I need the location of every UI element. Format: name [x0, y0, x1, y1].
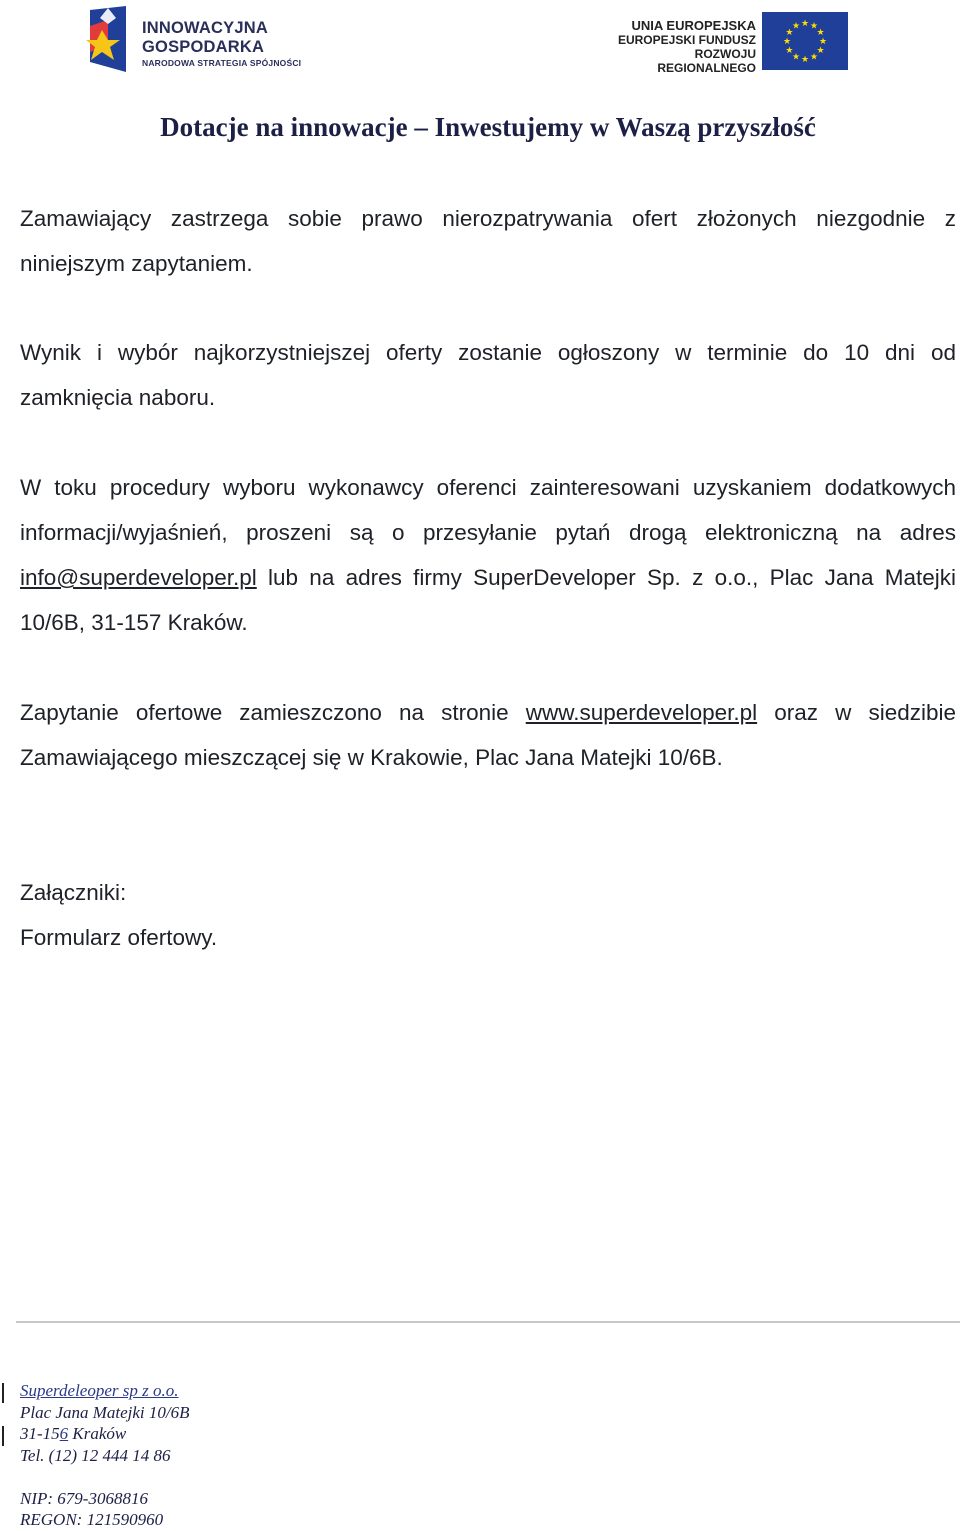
logo-line-2: GOSPODARKA: [142, 37, 265, 56]
eu-star-icon: ★: [809, 20, 819, 31]
email-link[interactable]: info@superdeveloper.pl: [20, 565, 257, 590]
paragraph-reservation: Zamawiający zastrzega sobie prawo nierozpatrywania ofert złożonych niezgodnie z niniejszym zapytaniem.: [20, 206, 956, 276]
footer-city: [20, 1423, 189, 1445]
eu-star-icon: ★: [785, 27, 794, 37]
revision-bar: [2, 1383, 4, 1403]
paragraph-questions: [20, 465, 956, 645]
eu-line-2: EUROPEJSKI FUNDUSZ: [617, 32, 756, 47]
eu-star-icon: ★: [791, 20, 801, 31]
paragraph-publication-text-after: oraz w siedzibie Zamawiającego mieszczącej się w Krakowie, Plac Jana Matejki 10/6B.: [20, 700, 956, 770]
logo-line-1: INNOWACYJNA: [142, 19, 268, 37]
paragraph-publication: [20, 690, 956, 780]
eu-logo: [606, 12, 852, 75]
footer-city-prefix: 31-15: [20, 1424, 60, 1443]
eu-flag-icon: [762, 12, 848, 70]
eu-line-3: ROZWOJU REGIONALNEGO: [657, 46, 756, 75]
footer-regon: REGON: 121590960: [20, 1510, 164, 1529]
eu-star-icon: ★: [800, 54, 810, 64]
innowacyjna-gospodarka-logo: [86, 6, 306, 72]
footer-phone: Tel. (12) 12 444 14 86: [20, 1445, 171, 1465]
footer-divider: [16, 1321, 960, 1323]
paragraph-questions-text-before: W toku procedury wyboru wykonawcy oferenci zainteresowani uzyskaniem dodatkowych informacji/wyjaśnień, proszeni są o przesyłanie pytań drogą elektroniczną na adres: [20, 475, 956, 545]
footer-city-num: 6: [59, 1424, 69, 1443]
revision-bar: [2, 1426, 4, 1446]
paragraph-result: Wynik i wybór najkorzystniejszej oferty zostanie ogłoszony w terminie do 10 dni od zamknięcia naboru.: [20, 340, 956, 410]
footer-address: [20, 1380, 189, 1531]
eu-star-icon: ★: [816, 45, 825, 55]
footer-spacer: [20, 1466, 189, 1488]
innowacyjna-gospodarka-logo-icon: [86, 6, 136, 72]
attachment-item: Formularz ofertowy.: [20, 925, 218, 950]
footer-city-suffix: Kraków: [68, 1424, 127, 1443]
eu-logo-text: [606, 19, 756, 75]
attachments-section: [20, 870, 956, 960]
paragraph-publication-text-before: Zapytanie ofertowe zamieszczono na stronie: [20, 700, 526, 725]
innowacyjna-gospodarka-text: [142, 20, 301, 68]
eu-star-icon: ★: [816, 27, 825, 37]
paragraph-questions-text-after: lub na adres firmy SuperDeveloper Sp. z o.o., Plac Jana Matejki 10/6B, 31-157 Kraków.: [20, 565, 956, 635]
eu-star-icon: ★: [791, 51, 801, 62]
footer-company: Superdeleoper sp z o.o.: [20, 1381, 179, 1400]
website-link[interactable]: www.superdeveloper.pl: [525, 700, 758, 725]
attachments-label: Załączniki:: [20, 880, 127, 905]
page-title: Dotacje na innowacje – Inwestujemy w Waszą przyszłość: [160, 112, 816, 142]
eu-line-1: UNIA EUROPEJSKA: [631, 18, 756, 33]
eu-star-icon: ★: [818, 36, 828, 46]
logo-line-3: NARODOWA STRATEGIA SPÓJNOŚCI: [142, 58, 302, 68]
footer-nip: NIP: 679-3068816: [20, 1488, 148, 1508]
eu-star-icon: ★: [782, 36, 792, 46]
eu-star-icon: ★: [785, 45, 794, 55]
footer-street: Plac Jana Matejki 10/6B: [20, 1402, 190, 1422]
eu-star-icon: ★: [800, 18, 810, 28]
eu-star-icon: ★: [809, 51, 819, 62]
